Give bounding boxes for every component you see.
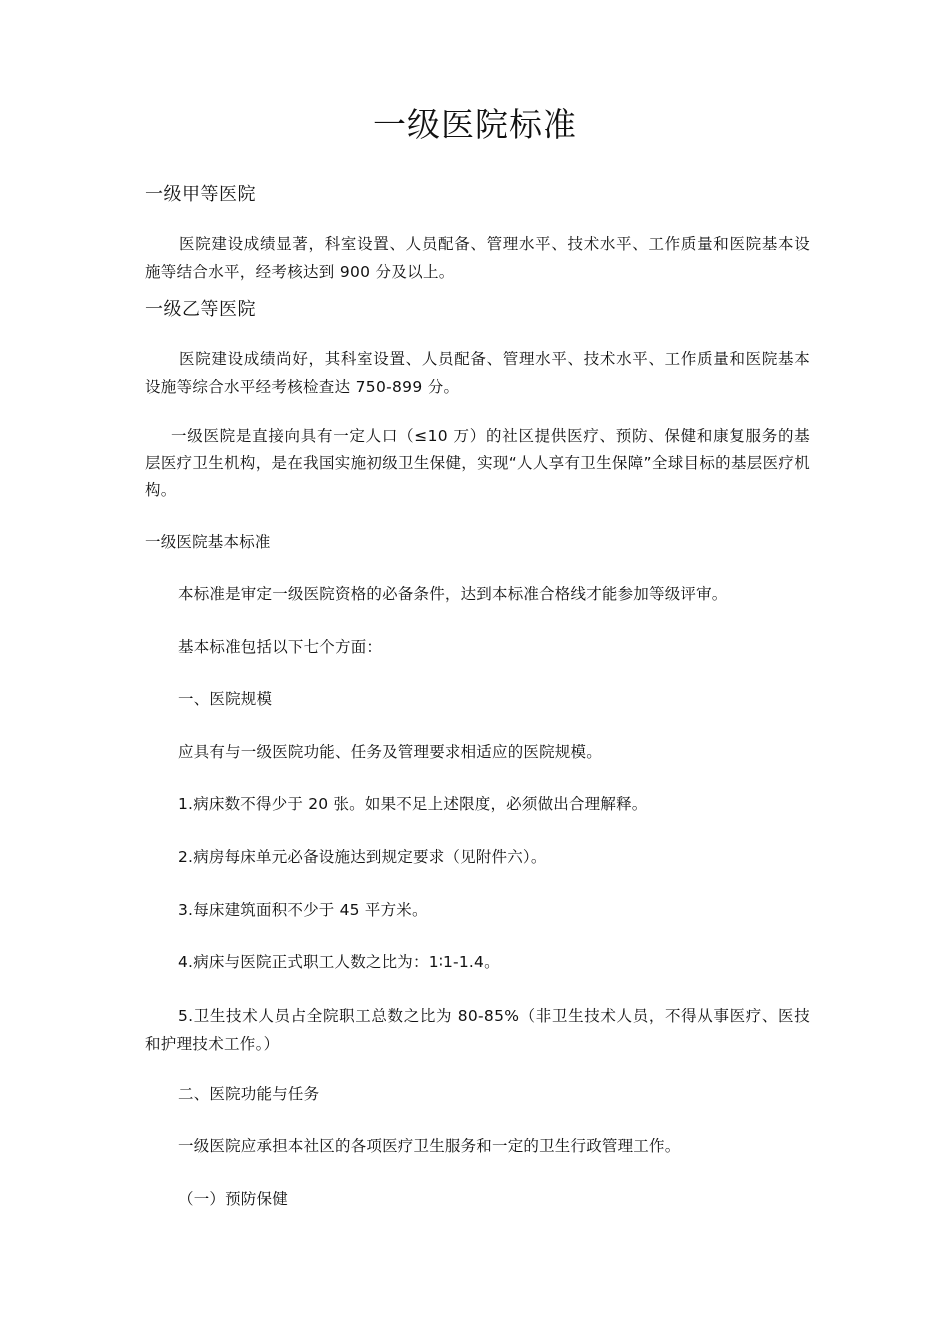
list-item-1: 1.病床数不得少于 20 张。如果不足上述限度，必须做出合理解释。 — [178, 795, 648, 813]
part-1-text: 应具有与一级医院功能、任务及管理要求相适应的医院规模。 — [178, 743, 602, 761]
basic-standard-paragraph-1: 本标准是审定一级医院资格的必备条件，达到本标准合格线才能参加等级评审。 — [178, 585, 728, 603]
section-heading-grade-b: 一级乙等医院 — [145, 299, 256, 320]
part-2-heading: 二、医院功能与任务 — [178, 1085, 320, 1103]
list-item-4: 4.病床与医院正式职工人数之比为：1∶1-1.4。 — [178, 953, 500, 971]
part-2-text: 一级医院应承担本社区的各项医疗卫生服务和一定的卫生行政管理工作。 — [178, 1137, 681, 1155]
section-text-grade-a: 医院建设成绩显著，科室设置、人员配备、管理水平、技术水平、工作质量和医院基本设施等结合水平，经考核达到 900 分及以上。 — [145, 235, 810, 281]
basic-standard-heading: 一级医院基本标准 — [145, 533, 271, 551]
basic-standard-paragraph-2: 基本标准包括以下七个方面： — [178, 638, 383, 656]
list-item-5: 5.卫生技术人员占全院职工总数之比为 80-85%（非卫生技术人员，不得从事医疗、医技和护理技术工作。） — [145, 1007, 810, 1053]
part-1-heading: 一、医院规模 — [178, 690, 273, 708]
list-item-3: 3.每床建筑面积不少于 45 平方米。 — [178, 901, 428, 919]
part-2-subheading-1: （一）预防保健 — [178, 1190, 288, 1208]
document-title: 一级医院标准 — [373, 105, 577, 144]
section-heading-grade-a: 一级甲等医院 — [145, 184, 256, 205]
list-item-2: 2.病房每床单元必备设施达到规定要求（见附件六）。 — [178, 848, 547, 866]
intro-paragraph: 一级医院是直接向具有一定人口（≤10 万）的社区提供医疗、预防、保健和康复服务的基层医疗卫生机构，是在我国实施初级卫生保健，实现“人人享有卫生保障”全球目标的基层医疗机构。 — [145, 427, 810, 499]
section-text-grade-b: 医院建设成绩尚好，其科室设置、人员配备、管理水平、技术水平、工作质量和医院基本设施等综合水平经考核检查达 750-899 分。 — [145, 350, 810, 396]
